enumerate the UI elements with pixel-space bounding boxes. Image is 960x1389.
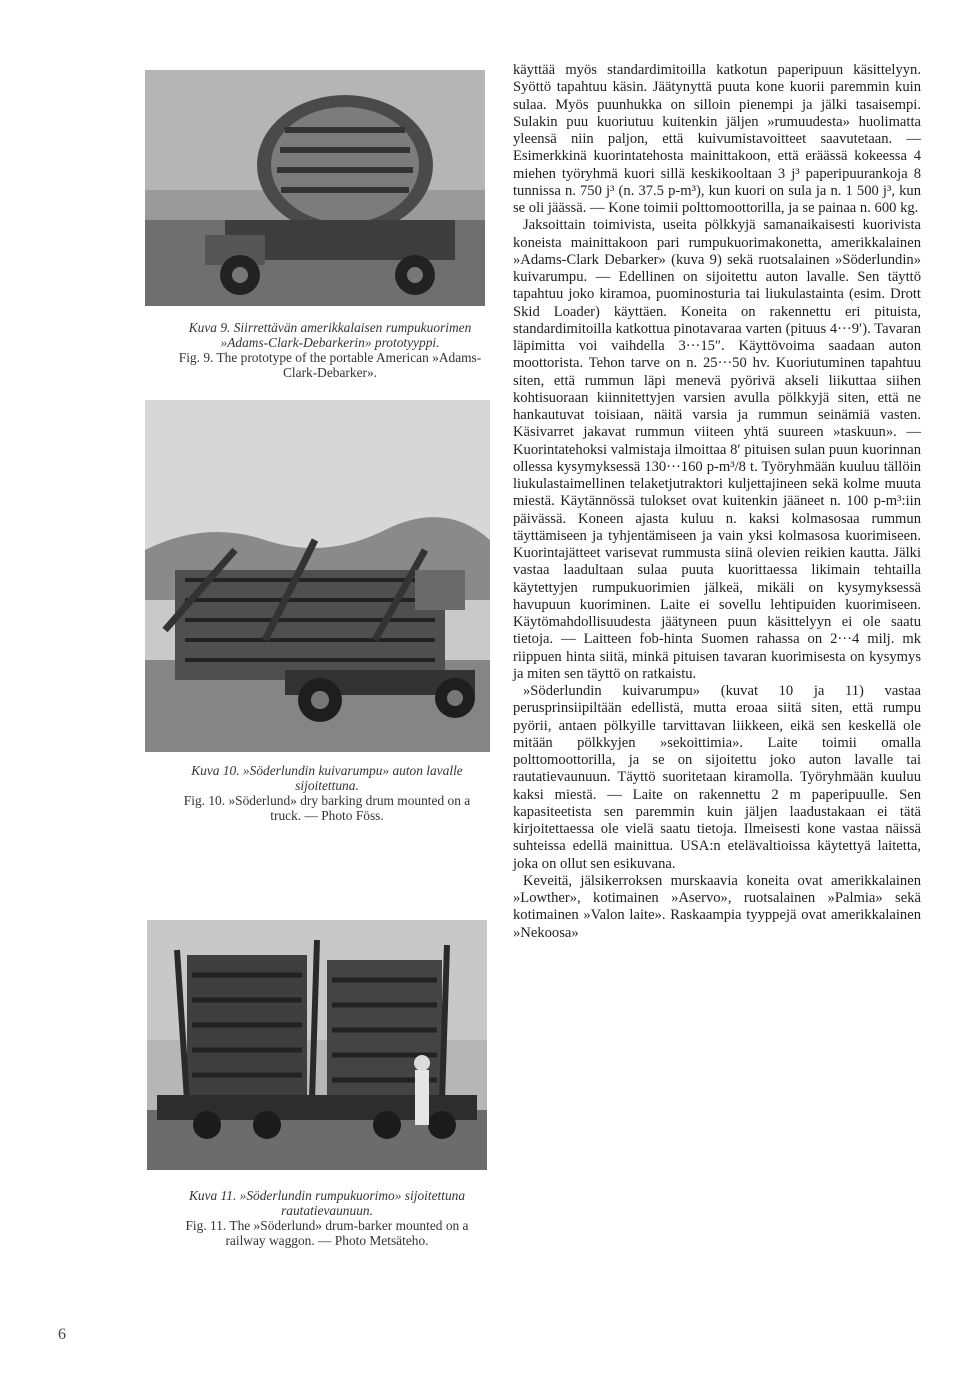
paragraph-1: käyttää myös standardimitoilla katkotun paperipuun käsittelyyn. Syöttö tapahtuu käsin. Jäätynyttä puuta kone kuorii paremmin kuin sulaa. Myös puunhukka on silloin pienempi ja jälki tasaisempi. Sulakin puu kuoriutuu kuitenkin jäljen »rumuudesta» huolimatta yleensä niin paljon, että kuivumistavoitteet saavutetaan. — Esimerkkinä kuorintatehosta mainittakoon, että eräässä kokeessa 4 miehen työryhmä kuori sillä keskikooltaan 3 j³ paperipuurankoja 8 tunnissa n. 750 j³ (n. 37.5 p-m³), kun kuori on sula ja n. 1 500 j³, kun se oli jäässä. — Kone toimii polttomoottorilla, ja se painaa n. 600 kg. bbox=[513, 62, 921, 216]
paragraph-3: »Söderlundin kuivarumpu» (kuvat 10 ja 11) vastaa perusprinsiipiltään edellistä, mutta eroaa siitä siten, että rumpu pyörii, antaen pölkyille tarvittavan liikkeen, eikä sen keskellä ole mitään pölkkyjen »sekoittimia». Laite toimii omalla polttomoottorilla, ja se on sijoitettu joko auton lavalle tai rautatievaunuun. Täyttö suoritetaan kiramolla. Työryhmään kuuluu kaksi miestä. — Laite on rakennettu 2 m paperipuulle. Sen kapasiteetista sen paremmin kuin jäljen laadustakaan ei tätä kirjoitettaessa ole vielä saatu tietoja. Ilmeisesti kone vastaa näissä suhteissa edellä mainittua. USA:n etelävaltioissa käytettyä laitetta, joka on ollut sen esikuvana. bbox=[513, 683, 921, 872]
figure-9-caption-en: Fig. 9. The prototype of the portable American »Adams-Clark-Debarker». bbox=[178, 350, 482, 380]
figure-9-caption bbox=[175, 320, 485, 380]
figure-10-caption-fi: Kuva 10. »Söderlundin kuivarumpu» auton lavalle sijoitettuna. bbox=[191, 763, 463, 793]
figure-9-caption-fi: Kuva 9. Siirrettävän amerikkalaisen rumpukuorimen »Adams-Clark-Debarkerin» prototyyppi. bbox=[188, 320, 472, 350]
figure-11-caption bbox=[168, 1188, 486, 1248]
article-body bbox=[513, 62, 921, 942]
figure-9-photo bbox=[145, 70, 485, 306]
figure-11-caption-fi: Kuva 11. »Söderlundin rumpukuorimo» sijoitettuna rautatievaunuun. bbox=[188, 1188, 466, 1218]
figure-11-photo bbox=[147, 920, 487, 1170]
figure-11-caption-en: Fig. 11. The »Söderlund» drum-barker mounted on a railway waggon. — Photo Metsäteho. bbox=[185, 1218, 469, 1248]
paragraph-4: Keveitä, jälsikerroksen murskaavia koneita ovat amerikkalainen »Lowther», kotimainen »Aservo», ruotsalainen »Palmia» sekä kotimainen »Valon laite». Raskaampia tyyppejä ovat amerikkalainen »Nekoosa» bbox=[513, 872, 921, 941]
figure-10-photo bbox=[145, 400, 490, 752]
page-number: 6 bbox=[58, 1326, 66, 1343]
paragraph-2: Jaksoittain toimivista, useita pölkkyjä samanaikaisesti kuorivista koneista mainittakoon pari rumpukuorimakonetta, amerikkalainen »Adams-Clark Debarker» (kuva 9) sekä ruotsalainen »Söderlundin» kuivarumpu. — Edellinen on sijoitettu auton lavalle. Sen täyttö tapahtuu joko kiramoa, puominosturia tai liukulastainta (esim. Drott Skid Loader) käyttäen. Koneita on rakennettu eri pituista, standardimitoilla katkottua pinotavaraa varten (pituus 4···9′). Tavaran läpimitta voi vaihdella 3···15″. Käyttövoima saadaan auton moottorista. Tehon tarve on n. 25···50 hv. Kuoriutuminen tapahtuu siten, että rummun läpi menevä pyörivä akseli liikuttaa siihen kohtisuoraan kiinnitettyjen varsien avulla pölkkyjä siten, että ne hankautuvat toisiaan, näitä varsia ja rummun seinämiä vasten. Käsivarret jakavat rummun viiteen yhtä suureen »taskuun». — Kuorintatehoksi valmistaja ilmoittaa 8′ pituisen sulan puun kuorinnan ollessa kysymyksessä 130···160 p-m³/8 t. Työryhmään kuuluu tällöin liukulastaimellinen telaketjutraktori kuljettajineen sekä kolme muuta miestä. Käytännössä tulokset ovat kuitenkin jääneet n. 100 p-m³:iin päivässä. Koneen ajasta kuluu n. kaksi kolmasosaa rummun täyttämiseen ja tyhjentämiseen ja vain yksi kolmasosa kuorimiseen. Kuorintajätteet varisevat rummusta siinä olevien reikien kautta. Jälki vastaa laadultaan sulaa puuta kuorittaessa likimain tehtailla käytettyjen rumpukuorimien jälkeä, mikäli on kysymyksessä havupuun kuoriminen. Laite ei sovellu lehtipuiden kuorimiseen. Käytömahdollisuudesta jäätyneen puun käsittelyyn ei ole saatu tietoja. — Laitteen fob-hinta Suomen rahassa on 2···4 milj. mk riippuen hinta siitä, minkä pituisen tavaran kuorimisesta on kysymys ja miten sen täyttö on ratkaistu. bbox=[513, 217, 921, 682]
figure-10-caption-en: Fig. 10. »Söderlund» dry barking drum mounted on a truck. — Photo Föss. bbox=[183, 793, 471, 823]
figure-10-caption bbox=[168, 763, 486, 823]
